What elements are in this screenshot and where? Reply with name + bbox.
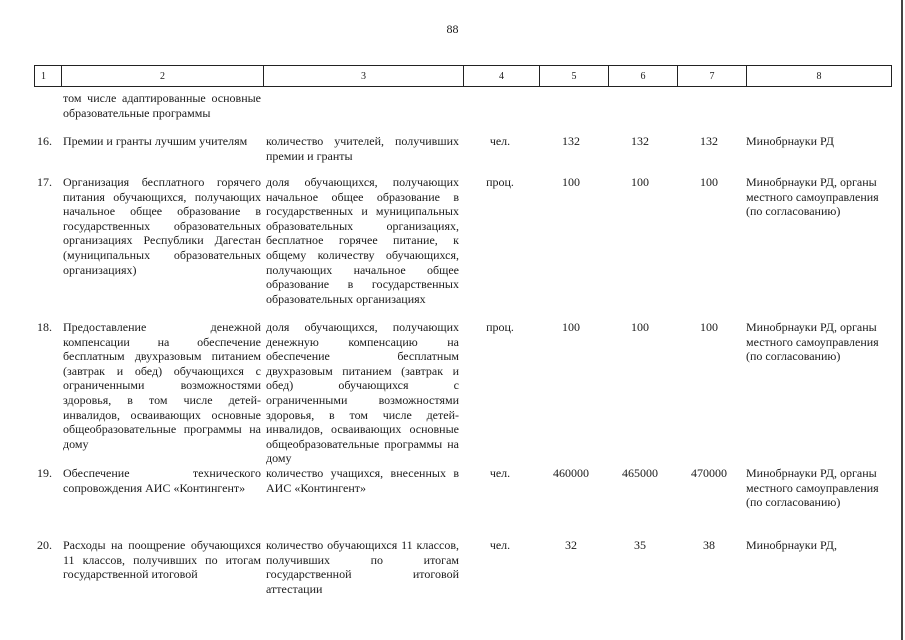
value-year-1: 100	[562, 320, 580, 334]
unit-text: чел.	[489, 134, 511, 148]
column-number-8: 8	[747, 66, 892, 87]
value-year-2: 100	[631, 320, 649, 334]
row-number: 17.	[37, 175, 52, 189]
column-number-2: 2	[62, 66, 264, 87]
value-year-2: 465000	[622, 466, 658, 480]
value-year-1: 100	[562, 175, 580, 189]
executor-text: Минобрнауки РД,	[746, 538, 837, 552]
row-number: 16.	[37, 134, 52, 148]
row-number: 20.	[37, 538, 52, 552]
value-year-2: 100	[631, 175, 649, 189]
indicator-text: доля обучающихся, получающих начальное общее образование в государственных и муниципальных образовательных организациях, бесплатное горячее питание, к общему количеству обучающихся, получающих начальное общее образование в государственных образовательных организациях	[266, 175, 459, 306]
column-number-5: 5	[540, 66, 609, 87]
indicator-text: количество учителей, получивших премии и гранты	[266, 134, 459, 163]
unit-text: чел.	[489, 466, 511, 480]
continuation-text: том числе адаптированные основные образовательные программы	[63, 91, 261, 120]
indicator-text: доля обучающихся, получающих денежную компенсацию на обеспечение бесплатным двухразовым питанием (завтрак и обед) обучающихся с ограниченными возможностями здоровья, в том числе детей-инвалидов, осваивающих основные общеобразовательные программы на дому	[266, 320, 459, 466]
value-year-3: 100	[700, 175, 718, 189]
column-number-4: 4	[464, 66, 540, 87]
measure-text: Обеспечение технического сопровождения АИС «Контингент»	[63, 466, 261, 495]
unit-text: проц.	[486, 175, 514, 189]
executor-text: Минобрнауки РД, органы местного самоуправления (по согласованию)	[746, 320, 879, 364]
measure-text: Организация бесплатного горячего питания обучающихся, получающих начальное общее образование в государственных образовательных организациях Республики Дагестан (муниципальных образовательных организациях)	[63, 175, 261, 277]
executor-text: Минобрнауки РД, органы местного самоуправления (по согласованию)	[746, 175, 879, 219]
unit-text: чел.	[489, 538, 511, 552]
indicator-text: количество учащихся, внесенных в АИС «Контингент»	[266, 466, 459, 495]
value-year-3: 132	[700, 134, 718, 148]
measure-text: Предоставление денежной компенсации на обеспечение бесплатным двухразовым питанием (завтрак и обед) обучающихся с ограниченными возможностями здоровья, в том числе детей-инвалидов, осваивающих основные общеобразовательные программы на дому	[63, 320, 261, 451]
column-header-row	[34, 65, 892, 87]
page-number: 88	[446, 22, 459, 36]
value-year-1: 132	[562, 134, 580, 148]
measure-text: Премии и гранты лучшим учителям	[63, 134, 248, 148]
measure-text: Расходы на поощрение обучающихся 11 классов, получивших по итогам государственной итоговой	[63, 538, 261, 582]
executor-text: Минобрнауки РД	[746, 134, 834, 148]
value-year-2: 132	[631, 134, 649, 148]
value-year-3: 470000	[691, 466, 727, 480]
column-number-1: 1	[35, 66, 62, 87]
executor-text: Минобрнауки РД, органы местного самоуправления (по согласованию)	[746, 466, 879, 510]
unit-text: проц.	[486, 320, 514, 334]
value-year-2: 35	[634, 538, 646, 552]
value-year-3: 38	[703, 538, 715, 552]
value-year-1: 460000	[553, 466, 589, 480]
column-number-7: 7	[678, 66, 747, 87]
column-number-6: 6	[609, 66, 678, 87]
scan-edge	[901, 0, 903, 640]
value-year-3: 100	[700, 320, 718, 334]
column-number-3: 3	[264, 66, 464, 87]
indicator-text: количество обучающихся 11 классов, получивших по итогам государственной итоговой аттестации	[266, 538, 459, 596]
row-number: 18.	[37, 320, 52, 334]
row-number: 19.	[37, 466, 52, 480]
value-year-1: 32	[565, 538, 577, 552]
